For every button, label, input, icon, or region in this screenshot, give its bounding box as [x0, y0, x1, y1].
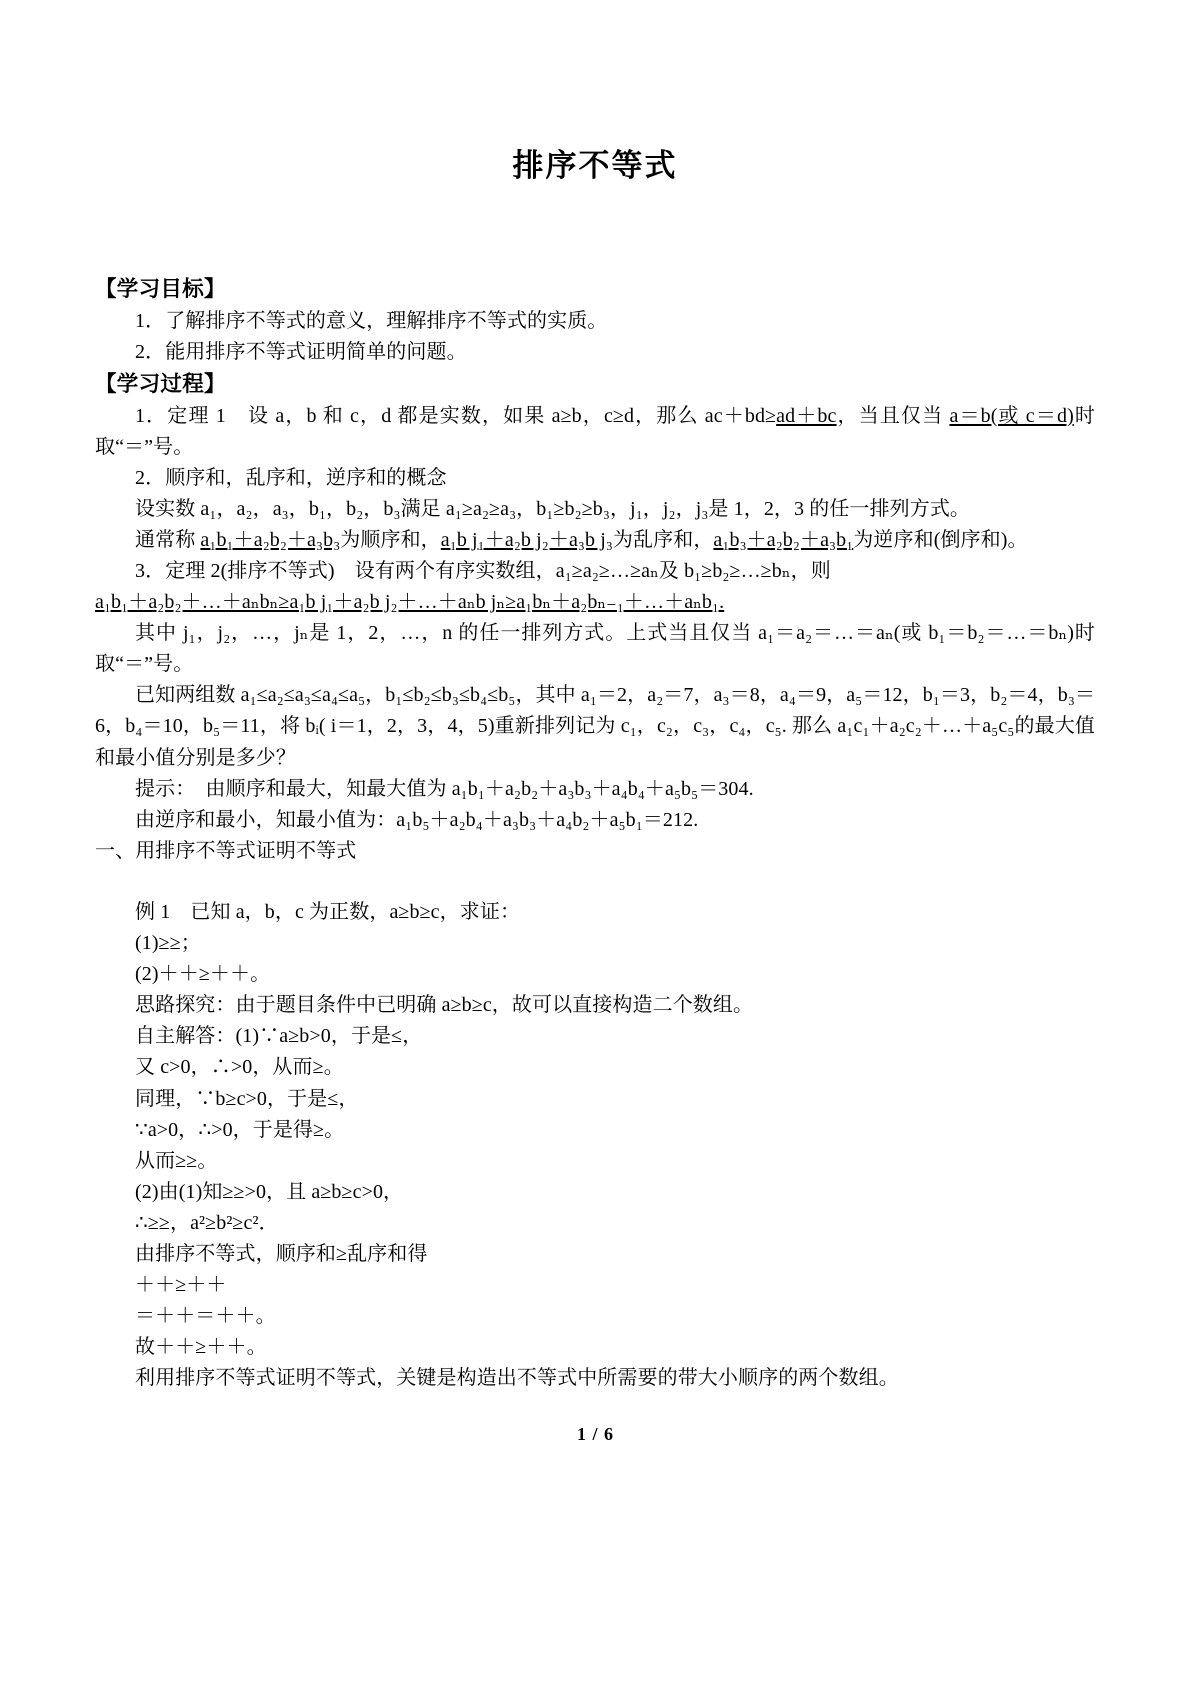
example-1-part-2: (2)＋＋≥＋＋。 — [135, 963, 271, 986]
theorem-1-text-c: 时取“＝”号。 — [95, 404, 1095, 458]
page-title: 排序不等式 — [512, 148, 678, 183]
theorem-2-note: 其中 j₁，j₂，…，jₙ是 1，2，…，n 的任一排列方式。上式当且仅当 a₁＝a₂＝…＝aₙ(或 b₁＝b₂＝…＝bₙ)时取“＝”号。 — [95, 622, 1095, 676]
theorem-1-text-a: 1．定理 1 设 a，b 和 c，d 都是实数，如果 a≥b，c≥d，那么 ac＋bd≥ — [135, 404, 777, 427]
concepts-naming-prefix: 通常称 — [135, 528, 201, 551]
random-sum-formula: a₁b j₁＋a₂b j₂＋a₃b j₃ — [440, 528, 613, 551]
solution-line: 故＋＋≥＋＋。 — [135, 1336, 267, 1359]
theorem-1-paragraph — [95, 401, 1095, 463]
solution-line: ＋＋≥＋＋ — [135, 1274, 227, 1297]
example-1-analysis: 思路探究：由于题目条件中已明确 a≥b≥c，故可以直接构造二个数组。 — [135, 994, 754, 1017]
solution-line: (2)由(1)知≥≥>0，且 a≥b≥c>0， — [135, 1180, 404, 1203]
solution-line: 从而≥≥。 — [135, 1149, 218, 1172]
learning-objectives-heading: 【学习目标】 — [95, 277, 226, 301]
solution-line: ∵a>0，∴>0，于是得≥。 — [135, 1118, 345, 1141]
theorem-1-underlined-formula: ad＋bc — [776, 404, 837, 427]
theorem-2-title: 3．定理 2(排序不等式) 设有两个有序实数组，a₁≥a₂≥…≥aₙ及 b₁≥b₂≥…≥bₙ，则 — [135, 560, 831, 582]
example-1-conclusion: 利用排序不等式证明不等式，关键是构造出不等式中所需要的带大小顺序的两个数组。 — [135, 1367, 899, 1390]
objective-item-2: 2．能用排序不等式证明简单的问题。 — [135, 340, 467, 363]
example-1-title: 例 1 已知 a，b，c 为正数，a≥b≥c，求证： — [135, 900, 521, 923]
sorted-sum-label: 为顺序和， — [340, 528, 441, 551]
solution-line: 自主解答：(1)∵a≥b>0，于是≤， — [135, 1025, 423, 1048]
theorem-1-text-b: ，当且仅当 — [836, 404, 950, 427]
concepts-naming-paragraph — [95, 525, 1095, 556]
solution-line: 又 c>0，∴>0，从而≥。 — [135, 1056, 344, 1079]
solution-line: ∴≥≥，a²≥b²≥c²． — [135, 1211, 279, 1234]
section-one-heading: 一、用排序不等式证明不等式 — [95, 839, 357, 862]
page-footer: 1 / 6 — [576, 1424, 614, 1444]
example-1-part-1: (1)≥≥； — [135, 932, 201, 955]
solution-line: 由排序不等式，顺序和≥乱序和得 — [135, 1242, 428, 1265]
exercise-statement: 已知两组数 a₁≤a₂≤a₃≤a₄≤a₅，b₁≤b₂≤b₃≤b₄≤b₅，其中 a₁＝2，a₂＝7，a₃＝8，a₄＝9，a₅＝12，b₁＝3，b₂＝4，b₃＝6，b₄＝10，b₅＝11，将 bᵢ( i＝1，2，3，4，5)重新排列记为 c₁，c₂，c₃，c₄，c₅. 那么 a₁c₁＋a₂c₂＋…＋a₅c₅的最大值和最小值分别是多少？ — [95, 684, 1095, 769]
theorem-2-formula: a₁b₁＋a₂b₂＋…＋aₙbₙ≥a₁b j₁＋a₂b j₂＋…＋aₙb jₙ≥a₁bₙ＋a₂bₙ₋₁＋…＋aₙb₁. — [95, 591, 725, 614]
objective-item-1: 1．了解排序不等式的意义，理解排序不等式的实质。 — [135, 309, 608, 332]
exercise-hint-min: 由逆序和最小，知最小值为：a₁b₅＋a₂b₄＋a₃b₃＋a₄b₂＋a₅b₁＝212. — [135, 808, 699, 831]
reverse-sum-label: 为逆序和(倒序和)。 — [853, 528, 1028, 551]
theorem-1-equality-condition: a＝b(或 c＝d) — [949, 404, 1074, 427]
spacer — [95, 867, 1095, 897]
page-content — [95, 140, 1095, 1394]
concepts-title: 2．顺序和，乱序和，逆序和的概念 — [135, 466, 447, 489]
learning-process-heading: 【学习过程】 — [95, 371, 226, 396]
random-sum-label: 为乱序和， — [612, 528, 714, 551]
reverse-sum-formula: a₁b₃＋a₂b₂＋a₃b₁ — [713, 528, 854, 551]
solution-line: ＝＋＋＝＋＋。 — [135, 1305, 276, 1328]
solution-line: 同理，∵b≥c>0，于是≤， — [135, 1087, 359, 1110]
sorted-sum-formula: a₁b₁＋a₂b₂＋a₃b₃ — [200, 528, 341, 551]
exercise-hint-max: 提示： 由顺序和最大，知最大值为 a₁b₁＋a₂b₂＋a₃b₃＋a₄b₄＋a₅b₅＝304. — [135, 777, 754, 800]
concepts-setup: 设实数 a₁，a₂，a₃，b₁，b₂，b₃满足 a₁≥a₂≥a₃，b₁≥b₂≥b₃，j₁，j₂，j₃是 1，2，3 的任一排列方式。 — [135, 497, 971, 520]
